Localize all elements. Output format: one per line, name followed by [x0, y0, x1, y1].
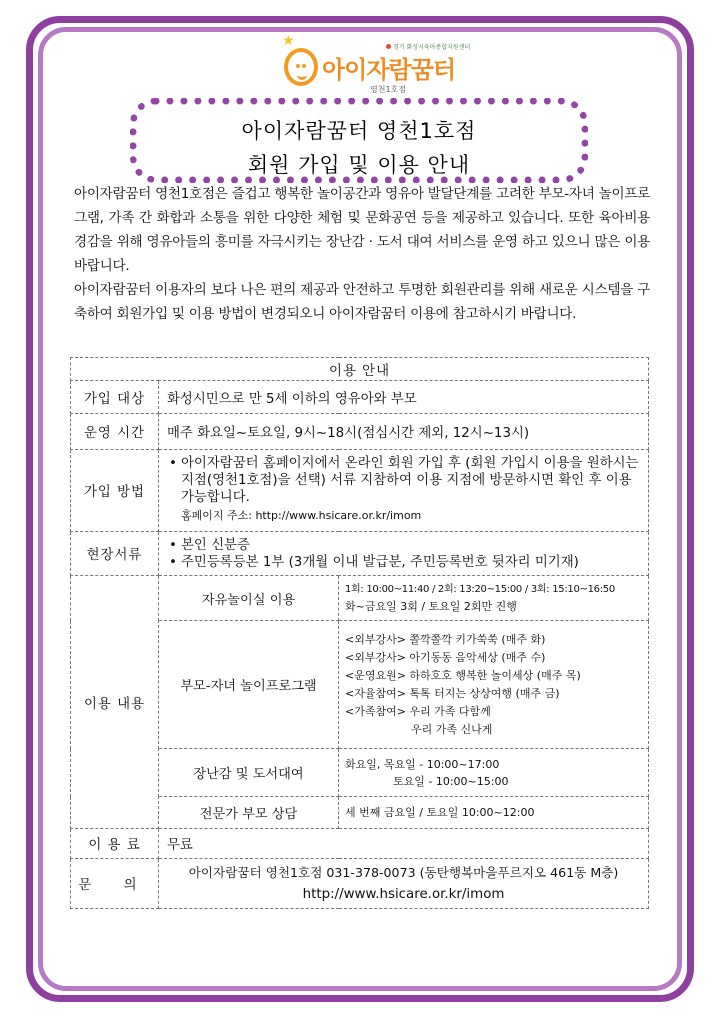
program-item: 우리 가족 신나게: [411, 722, 493, 736]
program-label: 부모-자녀 놀이프로그램: [159, 621, 339, 749]
title-box: [130, 98, 588, 183]
contact-url: http://www.hsicare.or.kr/imom: [302, 886, 505, 902]
smiley-face-icon: [284, 48, 318, 86]
program-item: <외부강사> 쫄깍쫄깍 키가쑥쑥 (매주 화): [345, 632, 546, 646]
free-play-value: [339, 576, 649, 621]
consult-label: 전문가 부모 상담: [159, 797, 339, 829]
dot-icon: [386, 44, 391, 49]
table-row: [71, 450, 649, 532]
table-row: [71, 414, 649, 450]
logo-sub-org-text: 경기 화성시육아종합지원센터: [393, 44, 471, 51]
table-row: [71, 829, 649, 859]
rental-saturday: 토요일 - 10:00~15:00: [393, 774, 509, 788]
logo-branch: 영천1호점: [370, 85, 407, 94]
rental-weekday: 화요일, 목요일 - 10:00~17:00: [345, 757, 500, 771]
table-row: [71, 859, 649, 909]
contact-label: 문 의: [71, 859, 159, 909]
star-icon: ★: [282, 33, 295, 49]
title-line-2: 회원 가입 및 이용 안내: [247, 153, 471, 177]
homepage-url: 홈페이지 주소: http://www.hsicare.or.kr/imom: [181, 509, 422, 522]
docs-item: • 주민등록등본 1부 (3개월 이내 발급분, 주민등록번호 뒷자리 미기재): [167, 554, 648, 571]
join-label: 가입 방법: [71, 450, 159, 532]
fee-label: 이 용 료: [71, 829, 159, 859]
free-play-days: 화~금요일 3회 / 토요일 2회만 진행: [345, 600, 517, 613]
fee-value: 무료: [159, 829, 649, 859]
table-row: [71, 532, 649, 576]
free-play-times: 1회: 10:00~11:40 / 2회: 13:20~15:00 / 3회: 15:10~16:50: [345, 584, 615, 595]
program-item: <운영요원> 하하호호 행복한 놀이세상 (매주 목): [345, 668, 581, 682]
table-row: [71, 576, 649, 621]
program-item: <가족참여> 우리 가족 다함께: [345, 704, 491, 718]
program-item: <외부강사> 아기동동 음악세상 (매주 수): [345, 650, 546, 664]
rental-label: 장난감 및 도서대여: [159, 749, 339, 797]
logo: [282, 33, 472, 98]
intro-text: [74, 182, 650, 326]
docs-item: • 본인 신분증: [167, 537, 648, 554]
eligibility-label: 가입 대상: [71, 381, 159, 414]
logo-name: 아이자람꿈터: [322, 56, 456, 84]
contact-address: 아이자람꿈터 영천1호점 031-378-0073 (동탄행복마을푸르지오 461동 M층): [188, 864, 619, 880]
rental-value: [339, 749, 649, 797]
docs-label: 현장서류: [71, 532, 159, 576]
docs-value: [159, 532, 649, 576]
eligibility-value: 화성시민으로 만 5세 이하의 영유아와 부모: [159, 381, 649, 414]
intro-paragraph-1: 아이자람꿈터 영천1호점은 즐겁고 행복한 놀이공간과 영유아 발달단계를 고려한 부모-자녀 놀이프로그램, 가족 간 화합과 소통을 위한 다양한 체험 및 문화공연 등을 제공하고 있습니다. 또한 육아비용 경감을 위해 영유아들의 흥미를 자극시키는 장난감 · 도서 대여 서비스를 운영 하고 있으니 많은 이용바랍니다.: [74, 186, 650, 274]
usage-label: 이용 내용: [71, 576, 159, 829]
intro-paragraph-2: 아이자람꿈터 이용자의 보다 나은 편의 제공과 안전하고 투명한 회원관리를 위해 새로운 시스템을 구축하여 회원가입 및 이용 방법이 변경되오니 아이자람꿈터 이용에 참고하시기 바랍니다.: [74, 282, 650, 322]
free-play-label: 자유놀이실 이용: [159, 576, 339, 621]
program-item: <자율참여> 톡톡 터지는 상상여행 (매주 금): [345, 686, 560, 700]
join-bullet: • 아이자람꿈터 홈페이지에서 온라인 회원 가입 후 (회원 가입시 이용을 원하시는 지점(영천1호점)을 선택) 서류 지참하여 이용 지점에 방문하시면 확인 후 이용 가능합니다.: [167, 455, 648, 506]
program-value: [339, 621, 649, 749]
table-row: [71, 358, 649, 381]
contact-value: [159, 859, 649, 909]
hours-label: 운영 시간: [71, 414, 159, 450]
table-row: [71, 381, 649, 414]
join-value: [159, 450, 649, 532]
title-line-1: 아이자람꿈터 영천1호점: [241, 119, 477, 143]
consult-value: 세 번째 금요일 / 토요일 10:00~12:00: [339, 797, 649, 829]
usage-info-table: [70, 357, 649, 909]
table-header: 이용 안내: [71, 358, 649, 381]
hours-value: 매주 화요일~토요일, 9시~18시(점심시간 제외, 12시~13시): [159, 414, 649, 450]
